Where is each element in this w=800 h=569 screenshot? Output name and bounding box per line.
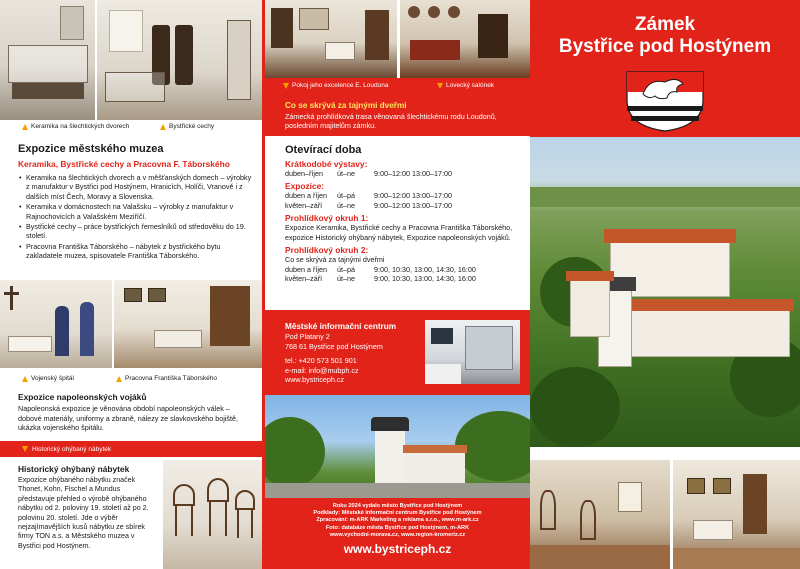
marker-triangle-icon	[437, 83, 443, 89]
photo-castle-gate	[265, 395, 530, 498]
secret-route-panel	[265, 78, 530, 136]
info-center-panel	[265, 310, 530, 395]
photo-town-guilds	[97, 0, 262, 120]
title-line2: Bystřice pod Hostýnem	[558, 36, 772, 57]
footer-line5: www.vychodni-morava.cz, www.region-kromeriz.cz	[329, 531, 466, 538]
footer-web-link[interactable]: www.bystriceph.cz	[343, 542, 452, 557]
marker-triangle-icon	[160, 124, 166, 130]
footer-line3: Zpracování: m-ARK Marketing a reklama s.r.o., www.m-ark.cz	[316, 517, 479, 524]
title-panel	[530, 0, 800, 137]
photo-castle-aerial	[530, 137, 800, 447]
info-street: Pod Platany 2	[285, 332, 330, 341]
info-phone: tel.: +420 573 501 901	[285, 356, 357, 366]
info-city: 768 61 Bystřice pod Hostýnem	[285, 341, 383, 351]
list-item: • Bystřické cechy – práce bystřických řemeslníků od středověku do 19. století.	[18, 222, 253, 241]
list-item: • Keramika v domácnostech na Valašsku – výrobky z manufaktur v Rajnochovicích a Valašském Meziříčí.	[18, 202, 253, 221]
photo-furniture-room	[530, 460, 670, 569]
bentwood-text: Expozice ohýbaného nábytku značek Thonet, Kohn, Fischel a Mundus představuje přehled o výrobě ohýbaného nábytku od 2. poloviny 19. století až po 2. polovinu 20. století. Jde o výběr nejzajímavějších kusů nábytku ze sbírek firmy TON a.s. a Městského muzea v Bystřici pod Hostýnem.	[18, 476, 149, 550]
table-row: duben a říjen út–pá 9:00, 10:30, 13:00, 14:30, 16:00	[285, 265, 476, 274]
museum-subheading: Keramika, Bystřické cechy a Pracovna F. Táborského	[18, 159, 230, 169]
photo-taborsky-study	[114, 280, 262, 368]
photo-salon	[673, 460, 800, 569]
hours-heading: Otevírací doba	[285, 144, 362, 156]
caption-hospital: Vojenský špitál	[22, 375, 74, 382]
tour1-title: Prohlídkový okruh 1:	[285, 213, 369, 224]
photo-loudon-room	[265, 0, 397, 78]
bentwood-bar: Historický ohýbaný nábytek	[0, 441, 262, 457]
museum-heading: Expozice městského muzea	[18, 143, 164, 155]
secret-route-title: Co se skrývá za tajnými dveřmi	[285, 101, 407, 110]
museum-list	[18, 173, 253, 261]
table-row: duben a říjen út–pá 9:00–12:00 13:00–17:00	[285, 191, 452, 201]
footer-line2: Podklady: Městské informační centrum Bystřice pod Hostýnem	[313, 510, 482, 517]
marker-triangle-icon	[283, 83, 289, 89]
bentwood-title: Historický ohýbaný nábytek	[18, 464, 130, 474]
footer-panel	[265, 498, 530, 569]
napoleon-title: Expozice napoleonských vojáků	[18, 392, 147, 402]
info-center-title: Městské informační centrum	[285, 322, 397, 331]
caption-study: Pracovna Františka Táborského	[116, 375, 217, 382]
coat-of-arms-icon	[625, 70, 705, 132]
list-item: • Pracovna Františka Táborského – nábytek z bystřického bytu zakladatele muzea, spisovatele Františka Táborského.	[18, 242, 253, 261]
photo-bentwood-chairs	[163, 460, 262, 569]
info-email[interactable]: e-mail: info@mubph.cz	[285, 365, 359, 375]
tour2-sub: Co se skrývá za tajnými dveřmi	[285, 255, 385, 265]
title-line1: Zámek	[634, 14, 696, 35]
marker-triangle-icon	[22, 376, 28, 382]
caption-guilds: Bystřické cechy	[160, 123, 214, 130]
caption-ceramics: Keramika na šlechtických dvorech	[22, 123, 129, 130]
napoleon-text: Napoleonská expozice je věnována období napoleonských válek – dobové materiály, uniformy a zbraně, nálezy ze slavkovského bojiště, ukázka vojenského špitálu.	[18, 404, 238, 433]
caption-hunting: Lovecký salónek	[437, 82, 494, 89]
bentwood-section	[18, 464, 158, 551]
table-row: duben–říjen út–ne 9:00–12:00 13:00–17:00	[285, 169, 452, 178]
table-row: květen–září út–ne 9:00–12:00 13:00–17:00	[285, 200, 452, 210]
tour1-text: Expozice Keramika, Bystřické cechy a Pracovna Františka Táborského, expozice Historický ohýbaný nábytek, Expozice napoleonských vojáků.	[285, 223, 513, 242]
list-item: • Keramika na šlechtických dvorech a v měšťanských domech – výrobky z manufaktur v Bystřici pod Hostýnem, Hranicích, Holíči, Vranově i z dalších míst Čech, Moravy a Slovenska.	[18, 173, 253, 201]
short-exhibitions-title: Krátkodobé výstavy:	[285, 159, 368, 169]
napoleon-section	[18, 392, 253, 433]
caption-loudon: Pokoj jeho excelence E. Loudona	[283, 82, 389, 89]
table-row: květen–září út–ne 9:00, 10:30, 13:00, 14:30, 16:00	[285, 274, 476, 284]
photo-hunting-lounge	[400, 0, 530, 78]
footer-line1: Roku 2024 vydalo město Bystřice pod Hostýnem	[332, 503, 463, 509]
hours-section	[285, 144, 525, 284]
museum-section	[18, 143, 253, 262]
photo-ceramics-exhibit	[0, 0, 95, 120]
marker-triangle-icon	[116, 376, 122, 382]
tour2-title: Prohlídkový okruh 2:	[285, 245, 369, 256]
footer-line4: Foto: databáze města Bystřice pod Hostýnem, m-ARK	[325, 524, 470, 531]
info-web[interactable]: www.bystriceph.cz	[285, 375, 345, 385]
photo-military-hospital	[0, 280, 112, 368]
expo-title: Expozice:	[285, 181, 325, 192]
secret-route-text: Zámecká prohlídková trasa věnovaná šlechtickému rodu Loudonů, posledním majitelům zámku.	[285, 112, 497, 131]
marker-triangle-icon	[22, 446, 28, 452]
marker-triangle-icon	[22, 124, 28, 130]
photo-info-center	[425, 320, 520, 384]
